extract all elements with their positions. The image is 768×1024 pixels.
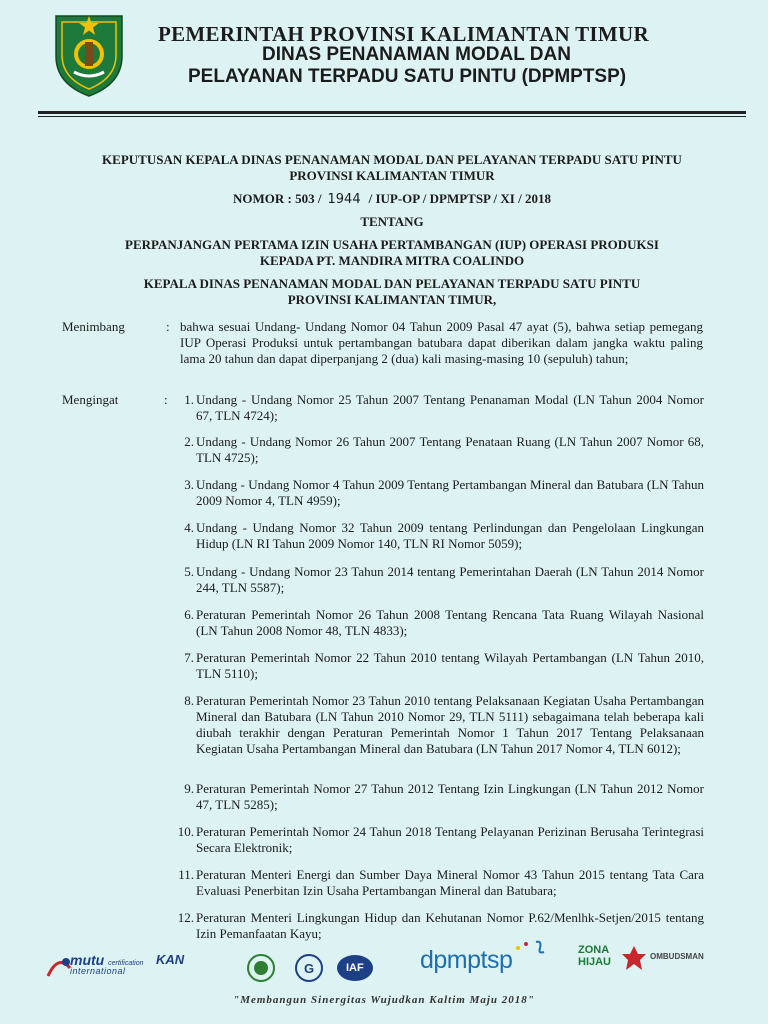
iso-certification-seals-icon [245, 948, 395, 988]
mengingat-label: Mengingat [62, 392, 119, 407]
item-number: 3. [184, 477, 194, 492]
header-agency-line2: PELAYANAN TERPADU SATU PINTU (DPMPTSP) [188, 66, 627, 87]
mutu-logo-text: mutu certification [70, 952, 144, 968]
decree-subject-line1: PERPANJANGAN PERTAMA IZIN USAHA PERTAMBANGAN (IUP) OPERASI PRODUKSI [125, 237, 659, 252]
item-text: Peraturan Pemerintah Nomor 27 Tahun 2012 Tentang Izin Lingkungan (LN Tahun 2012 Nomor 47, TLN 5285); [196, 781, 704, 812]
decree-number-prefix: NOMOR : 503 / [233, 191, 322, 206]
svg-text:G: G [303, 961, 315, 976]
mengingat-item [164, 693, 704, 757]
item-number: 4. [184, 520, 194, 535]
decree-number-suffix: / IUP-OP / DPMPTSP / XI / 2018 [368, 191, 551, 206]
mutu-logo-subtext: international [70, 966, 126, 976]
decree-subject-line2: KEPADA PT. MANDIRA MITRA COALINDO [259, 253, 525, 268]
menimbang-text: bahwa sesuai Undang- Undang Nomor 04 Tahun 2009 Pasal 47 ayat (5), bahwa setiap pemegang IUP Operasi Produksi untuk pertambangan batubara dapat diberikan dalam jangka waktu paling lama 20 tahun dan dapat diperpanjang 2 (dua) kali masing-masing 10 (sepuluh) tahun; [180, 319, 703, 366]
mengingat-item [164, 650, 704, 682]
item-text: Peraturan Pemerintah Nomor 24 Tahun 2018 Tentang Pelayanan Perizinan Berusaha Terintegrasi Secara Elektronik; [196, 824, 704, 855]
item-text: Undang - Undang Nomor 4 Tahun 2009 Tentang Pertambangan Mineral dan Batubara (LN Tahun 2009 Nomor 4, TLN 4959); [196, 477, 704, 508]
decree-number [38, 191, 746, 207]
ombudsman-logo: OMBUDSMAN [650, 952, 704, 961]
item-number: 10. [177, 824, 194, 839]
item-number: 5. [184, 564, 194, 579]
item-number: 6. [184, 607, 194, 622]
menimbang-colon: : [166, 319, 170, 334]
item-text: Undang - Undang Nomor 32 Tahun 2009 tentang Perlindungan dan Pengelolaan Lingkungan Hidup (LN RI Tahun 2009 Nomor 140, TLN RI Nomor 5059); [196, 520, 704, 551]
mengingat-item [164, 477, 704, 509]
decree-tentang: TENTANG [360, 214, 424, 229]
mengingat-colon: : [164, 392, 168, 407]
item-number: 8. [184, 693, 194, 708]
decree-number-value: 1944 [327, 192, 361, 207]
item-text: Undang - Undang Nomor 26 Tahun 2007 Tentang Penataan Ruang (LN Tahun 2007 Nomor 68, TLN 4725); [196, 434, 704, 465]
item-number: 7. [184, 650, 194, 665]
header-government-name: PEMERINTAH PROVINSI KALIMANTAN TIMUR [158, 22, 649, 46]
footer-certification-logos [0, 938, 768, 998]
mengingat-item [164, 434, 704, 466]
item-number: 1. [184, 392, 194, 407]
kaltim-emblem-icon [52, 10, 126, 98]
item-number: 9. [184, 781, 194, 796]
mengingat-item [164, 392, 704, 424]
iaf-logo-text: IAF [346, 962, 364, 974]
mengingat-item [164, 781, 704, 813]
decree-authority-line1: KEPALA DINAS PENANAMAN MODAL DAN PELAYANAN TERPADU SATU PINTU [143, 276, 641, 291]
header-divider-thin [38, 116, 746, 117]
zona-hijau-logo: ZONA HIJAU [578, 944, 612, 968]
footer-motto: "Membangun Sinergitas Wujudkan Kaltim Maju 2018" [233, 994, 535, 1006]
mengingat-item [164, 564, 704, 596]
mengingat-item [164, 867, 704, 899]
item-text: Peraturan Pemerintah Nomor 23 Tahun 2010 tentang Pelaksanaan Kegiatan Usaha Pertambangan Mineral dan Batubara (LN Tahun 2010 Nomor 29, TLN 5111) sebagaimana telah beberapa kali diubah terakhir dengan Peraturan Pemerintah Nomor 1 Tahun 2017 Tentang Pelaksanaan Kegiatan Usaha Pertambangan Mineral dan Batubara (LN Tahun 2017 Nomor 4, TLN 6012); [196, 693, 704, 756]
header-divider-thick [38, 111, 746, 114]
garuda-emblem-icon [620, 944, 648, 972]
decree-title-line1: KEPUTUSAN KEPALA DINAS PENANAMAN MODAL DAN PELAYANAN TERPADU SATU PINTU [102, 152, 682, 167]
item-text: Peraturan Pemerintah Nomor 26 Tahun 2008 Tentang Rencana Tata Ruang Wilayah Nasional (LN Tahun 2008 Nomor 48, TLN 4833); [196, 607, 704, 638]
item-text: Peraturan Menteri Lingkungan Hidup dan Kehutanan Nomor P.62/Menlhk-Setjen/2015 tentang Izin Pemanfaatan Kayu; [196, 910, 704, 941]
item-number: 11. [178, 867, 194, 882]
decree-title-line2: PROVINSI KALIMANTAN TIMUR [289, 168, 495, 183]
header-agency-line1: DINAS PENANAMAN MODAL DAN [262, 44, 571, 65]
mengingat-item [164, 607, 704, 639]
menimbang-label: Menimbang [62, 319, 125, 334]
mengingat-item [164, 520, 704, 552]
item-text: Undang - Undang Nomor 25 Tahun 2007 Tentang Penanaman Modal (LN Tahun 2004 Nomor 67, TLN 4724); [196, 392, 704, 423]
dpmptsp-person-icon [510, 938, 550, 958]
letterhead [0, 0, 768, 118]
dpmptsp-logo: dpmptsp [420, 946, 513, 974]
item-number: 2. [184, 434, 194, 449]
decree-authority-line2: PROVINSI KALIMANTAN TIMUR, [287, 292, 497, 307]
item-number: 12. [177, 910, 194, 925]
mengingat-item [164, 824, 704, 856]
item-text: Peraturan Menteri Energi dan Sumber Daya Mineral Nomor 43 Tahun 2015 tentang Tata Cara Evaluasi Penerbitan Izin Usaha Pertambangan Mineral dan Batubara; [196, 867, 704, 898]
item-text: Peraturan Pemerintah Nomor 22 Tahun 2010 tentang Wilayah Pertambangan (LN Tahun 2010, TLN 5110); [196, 650, 704, 681]
kan-logo: KAN [156, 952, 185, 967]
item-text: Undang - Undang Nomor 23 Tahun 2014 tentang Pemerintahan Daerah (LN Tahun 2014 Nomor 244, TLN 5587); [196, 564, 704, 595]
